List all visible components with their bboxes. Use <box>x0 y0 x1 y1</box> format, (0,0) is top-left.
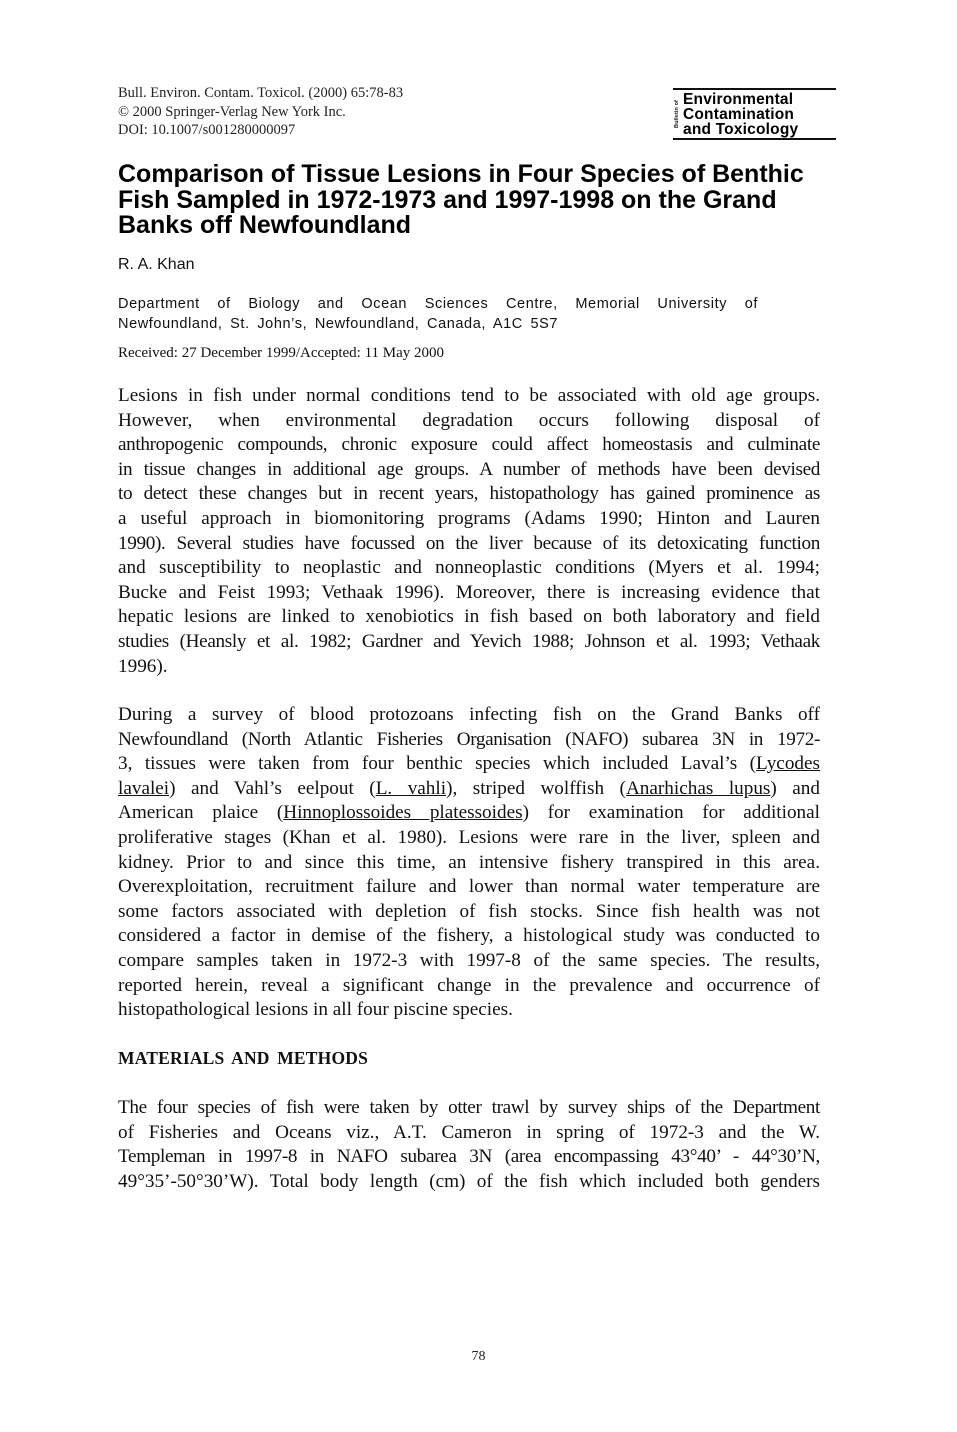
text-line: Lesions in fish under normal conditions tend to be associated with old age groups. <box>118 385 820 406</box>
text-segment: 3, tissues were taken from four benthic species which included Laval’s ( <box>118 753 757 775</box>
text-segment: ) and <box>770 777 820 799</box>
species-name: lavalei <box>118 777 170 799</box>
logo-wordmark <box>681 90 836 138</box>
journal-citation: Bull. Environ. Contam. Toxicol. (2000) 65:78-83 <box>118 85 404 101</box>
text-line: studies (Heansly et al. 1982; Gardner and Yevich 1988; Johnson et al. 1993; Vethaak <box>118 630 820 652</box>
text-line: 49°35’-50°30’W). Total body length (cm) of the fish which included both genders <box>118 1170 820 1192</box>
logo-prefix-vertical <box>673 90 681 138</box>
affiliation-line-1: Department of Biology and Ocean Sciences Centre, Memorial University of <box>118 296 758 312</box>
article-author: R. A. Khan <box>118 256 195 273</box>
text-segment: American plaice ( <box>118 802 284 824</box>
text-line: histopathological lesions in all four piscine species. <box>118 999 513 1021</box>
text-line: a useful approach in biomonitoring programs (Adams 1990; Hinton and Lauren <box>118 507 820 529</box>
citation-block <box>118 84 403 140</box>
species-name: Anarhichas lupus <box>625 777 771 799</box>
journal-logo <box>673 88 836 140</box>
doi-line: DOI: 10.1007/s001280000097 <box>118 122 296 138</box>
received-dates: Received: 27 December 1999/Accepted: 11 May 2000 <box>118 345 445 361</box>
text-line: kidney. Prior to and since this time, an intensive fishery transpired in this area. <box>118 851 820 873</box>
text-line: 1990). Several studies have focussed on the liver because of its detoxicating function <box>118 532 820 554</box>
text-line: Bucke and Feist 1993; Vethaak 1996). Moreover, there is increasing evidence that <box>118 581 820 603</box>
text-line: During a survey of blood protozoans infecting fish on the Grand Banks off <box>118 704 820 725</box>
author-affiliation <box>118 295 758 334</box>
logo-line-3: and Toxicology <box>683 120 799 138</box>
text-line <box>118 777 820 802</box>
text-line: some factors associated with depletion of fish stocks. Since fish health was not <box>118 900 820 922</box>
logo-prefix: Bulletin of <box>674 100 680 128</box>
text-line: Overexploitation, recruitment failure and lower than normal water temperature are <box>118 876 820 898</box>
text-line: of Fisheries and Oceans viz., A.T. Cameron in spring of 1972-3 and the W. <box>118 1121 820 1143</box>
text-line <box>118 752 820 777</box>
methods-paragraph <box>118 1096 820 1194</box>
text-line: However, when environmental degradation occurs following disposal of <box>118 409 820 431</box>
text-line: The four species of fish were taken by otter trawl by survey ships of the Department <box>118 1097 820 1118</box>
text-segment: ) and Vahl’s eelpout ( <box>169 777 376 799</box>
section-heading-methods: MATERIALS AND METHODS <box>118 1048 369 1068</box>
species-name: Lycodes <box>756 753 820 775</box>
copyright-line: © 2000 Springer-Verlag New York Inc. <box>118 103 346 120</box>
text-line: Newfoundland (North Atlantic Fisheries Organisation (NAFO) subarea 3N in 1972- <box>118 728 820 750</box>
survey-paragraph <box>118 703 820 1023</box>
text-line: in tissue changes in additional age groups. A number of methods have been devised <box>118 458 820 480</box>
text-line: hepatic lesions are linked to xenobiotics in fish based on both laboratory and field <box>118 606 820 628</box>
intro-paragraph <box>118 384 820 679</box>
text-line: to detect these changes but in recent years, histopathology has gained prominence as <box>118 483 820 505</box>
logo-line-2: Contamination <box>683 105 795 123</box>
species-name: Hinnoplossoides platessoides <box>283 802 523 824</box>
affiliation-line-2: Newfoundland, St. John’s, Newfoundland, Canada, A1C 5S7 <box>118 315 559 332</box>
text-line: compare samples taken in 1972-3 with 1997-8 of the same species. The results, <box>118 949 820 971</box>
article-title: Comparison of Tissue Lesions in Four Species of Benthic Fish Sampled in 1972-1973 and 1997-1998 on the Grand Banks off Newfoundland <box>118 160 804 239</box>
text-line: and susceptibility to neoplastic and nonneoplastic conditions (Myers et al. 1994; <box>118 557 820 579</box>
text-line: anthropogenic compounds, chronic exposure could affect homeostasis and culminate <box>118 434 820 456</box>
text-line: proliferative stages (Khan et al. 1980). Lesions were rare in the liver, spleen and <box>118 826 820 848</box>
logo-line-1: Environmental <box>683 90 794 108</box>
text-line: Templeman in 1997-8 in NAFO subarea 3N (area encompassing 43°40’ - 44°30’N, <box>118 1146 820 1168</box>
species-name: L. vahli <box>375 777 447 799</box>
page-number: 78 <box>471 1349 486 1364</box>
text-line <box>118 801 820 826</box>
text-segment: ), striped wolffish ( <box>446 777 626 799</box>
text-line: reported herein, reveal a significant change in the prevalence and occurrence of <box>118 974 820 996</box>
text-line: 1996). <box>118 655 168 677</box>
text-line: considered a factor in demise of the fishery, a histological study was conducted to <box>118 925 820 947</box>
text-segment: ) for examination for additional <box>522 802 821 824</box>
